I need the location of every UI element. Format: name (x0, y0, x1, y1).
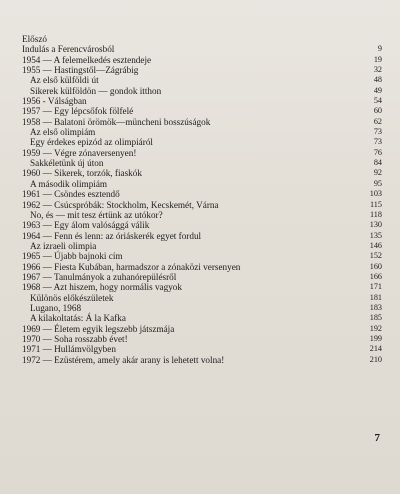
toc-entry-title: Az izraeli olimpia (30, 240, 97, 251)
toc-entry-page: 135 (369, 230, 382, 240)
toc-entry-title: A második olimpiám (30, 178, 108, 189)
toc-entry-page: 181 (369, 292, 382, 302)
toc-entry (0, 220, 400, 230)
toc-entry-page: 118 (370, 209, 382, 219)
toc-entry-title: Lugano, 1968 (30, 302, 82, 313)
toc-entry (0, 55, 400, 65)
toc-entry (0, 148, 400, 158)
toc-entry (0, 251, 400, 261)
toc-entry-title: 1963 — Egy álom valósággá válik (22, 220, 150, 231)
toc-entry (0, 231, 400, 241)
toc-entry-title: 1966 — Fiesta Kubában, harmadszor a zónaközi versenyen (22, 261, 241, 272)
toc-entry-title: 1971 — Hullámvölgyben (22, 344, 116, 355)
toc-entry-page: 92 (373, 168, 382, 178)
toc-entry-page: 160 (369, 261, 382, 271)
toc-entry-page: 32 (373, 65, 382, 75)
toc-entry-page: 210 (369, 354, 382, 364)
toc-entry-title: Sikerek külföldön — gondok itthon (30, 85, 162, 96)
toc-entry-page: 199 (369, 333, 382, 343)
toc-entry (0, 344, 400, 354)
toc-entry-page: 73 (373, 127, 382, 137)
toc-entry (0, 34, 400, 44)
toc-entry-title: Az első olimpiám (30, 127, 96, 138)
toc-entry (0, 210, 400, 220)
toc-entry (0, 262, 400, 272)
toc-entry-page: 103 (369, 189, 382, 199)
toc-entry (0, 324, 400, 334)
toc-entry (0, 44, 400, 54)
toc-entry-page: 9 (377, 44, 382, 54)
toc-entry-page: 95 (373, 178, 382, 188)
toc-entry (0, 334, 400, 344)
toc-entry (0, 158, 400, 168)
toc-entry-title: 1970 — Soha rosszabb évet! (22, 333, 128, 344)
toc-entry-page: 76 (373, 147, 382, 157)
toc-entry-page: 130 (369, 220, 382, 230)
toc-entry-title: Egy érdekes epizód az olimpiáról (30, 137, 153, 148)
toc-entry-page: 183 (369, 302, 382, 312)
toc-entry-page: 49 (373, 85, 382, 95)
toc-entry-title: A kilakoltatás: Á la Kafka (30, 313, 126, 324)
toc-entry-title: 1961 — Csöndes esztendő (22, 189, 120, 200)
toc-entry-page: 115 (370, 199, 382, 209)
toc-entry (0, 86, 400, 96)
toc-entry (0, 65, 400, 75)
toc-entry-page: 73 (373, 137, 382, 147)
toc-entry-page: 60 (373, 106, 382, 116)
toc-entry-title: 1958 — Balatoni örömök—müncheni bosszúságok (22, 116, 211, 127)
toc-entry (0, 189, 400, 199)
toc-entry-title: 1954 — A felemelkedés esztendeje (22, 54, 152, 65)
toc-entry (0, 127, 400, 137)
toc-entry-title: 1967 — Tanulmányok a zuhanórepülésről (22, 271, 177, 282)
toc-entry-title: Előszó (22, 34, 48, 44)
toc-entry (0, 200, 400, 210)
toc-entry-page: 84 (373, 158, 382, 168)
toc-entry-title: 1965 — Újabb bajnoki cím (22, 251, 123, 262)
toc-entry-title: 1956 - Válságban (22, 96, 87, 107)
page-number: 7 (374, 432, 380, 444)
toc-entry-page: 166 (369, 271, 382, 281)
toc-entry-page: 152 (369, 251, 382, 261)
toc-entry-title: 1964 — Fenn és lenn: az óriáskerék egyet fordul (22, 230, 202, 241)
toc-entry-title: Indulás a Ferencvárosból (22, 44, 115, 55)
toc-entry-page: 185 (369, 313, 382, 323)
toc-entry-title: 1968 — Azt hiszem, hogy normális vagyok (22, 282, 182, 293)
toc-entry-title: 1957 — Egy lépcsőfok fölfelé (22, 106, 134, 117)
toc-entry (0, 272, 400, 282)
toc-entry (0, 106, 400, 116)
toc-entry-page: 192 (369, 323, 382, 333)
toc-entry-title: 1969 — Életem egyik legszebb játszmája (22, 323, 175, 334)
toc-entry-title: 1972 — Ezüstérem, amely akár arany is lehetett volna! (22, 354, 225, 365)
toc-entry (0, 117, 400, 127)
toc-entry-title: Az első külföldi út (30, 75, 99, 86)
toc-entry-page: 19 (373, 54, 382, 64)
toc-entry-page: 214 (369, 344, 382, 354)
toc-entry-title: Különös előkészületek (30, 292, 114, 303)
toc-entry (0, 241, 400, 251)
toc-entry (0, 303, 400, 313)
toc-entry (0, 75, 400, 85)
toc-entry-title: 1955 — Hastingstől—Zágrábig (22, 65, 139, 76)
toc-entry (0, 137, 400, 147)
toc-entry (0, 179, 400, 189)
toc-entry-title: 1959 — Végre zónaversenyen! (22, 147, 137, 158)
toc-entry (0, 282, 400, 292)
toc-entry-page: 48 (373, 75, 382, 85)
table-of-contents (0, 34, 400, 365)
toc-entry (0, 355, 400, 365)
toc-entry-page: 62 (373, 116, 382, 126)
toc-entry (0, 313, 400, 323)
toc-entry-title: 1960 — Sikerek, torzók, fiaskók (22, 168, 142, 179)
toc-entry (0, 96, 400, 106)
toc-entry-title: 1962 — Csúcspróbák: Stockholm, Kecskemét, Várna (22, 199, 219, 210)
toc-entry-page: 146 (369, 240, 382, 250)
toc-entry-page: 171 (369, 282, 382, 292)
toc-entry-title: No, és — mit tesz értünk az utókor? (30, 209, 163, 220)
toc-entry-page: 54 (373, 96, 382, 106)
toc-entry (0, 293, 400, 303)
toc-entry (0, 168, 400, 178)
toc-entry-title: Sakkéletünk új úton (30, 158, 104, 169)
